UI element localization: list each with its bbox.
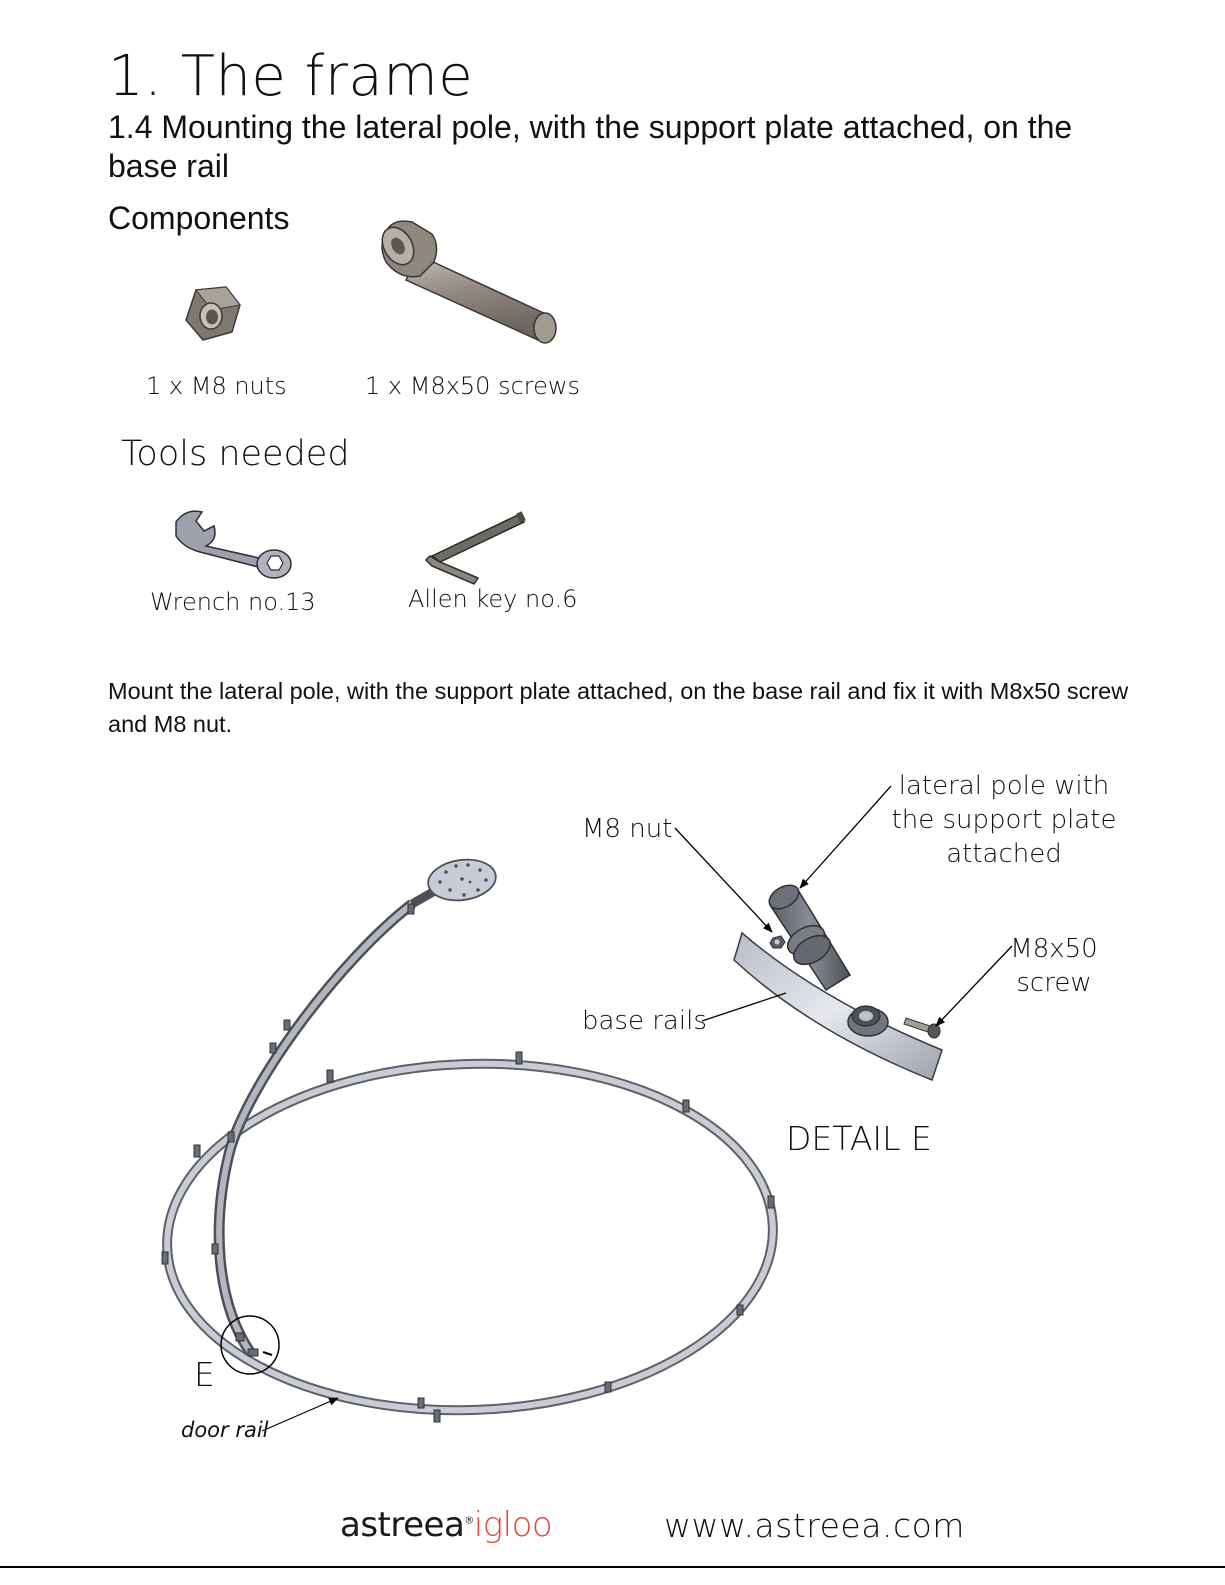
label-m8-nut: M8 nut [582,814,673,844]
brand-main: astreea [340,1505,465,1545]
step-title: 1.4 Mounting the lateral pole, with the support plate attached, on the base rail [108,109,1073,184]
bottom-divider [0,1566,1225,1568]
detail-marker-e: E [194,1355,215,1394]
label-m8x50-screw: M8x50 screw [1010,934,1098,998]
brand-sub: igloo [473,1505,553,1545]
hex-nut-icon [186,287,240,340]
tool-label-allen-key: Allen key no.6 [408,585,578,613]
tool-label-wrench: Wrench no.13 [150,588,316,616]
label-lateral-pole: lateral pole with the support plate attached [891,771,1117,869]
component-label-nut: 1 x M8 nuts [146,372,287,400]
footer-url: www.astreea.com [664,1506,965,1545]
wrench-icon [176,511,291,578]
allen-key-icon [426,511,526,584]
components-heading: Components [108,200,290,236]
brand-logo: astreea®igloo [340,1505,553,1545]
section-title: 1. The frame [108,44,474,109]
rail-assembly-drawing [161,855,779,1431]
tools-heading: Tools needed [121,434,350,474]
detail-title: DETAIL E [786,1119,932,1158]
label-base-rails: base rails [582,1006,707,1036]
component-label-screw: 1 x M8x50 screws [365,372,581,400]
instruction-text: Mount the lateral pole, with the support plate attached, on the base rail and fix it with M8x50 screw and M8 nut. [108,678,1129,737]
socket-screw-icon [376,221,556,343]
label-door-rail: door rail [181,1418,269,1442]
